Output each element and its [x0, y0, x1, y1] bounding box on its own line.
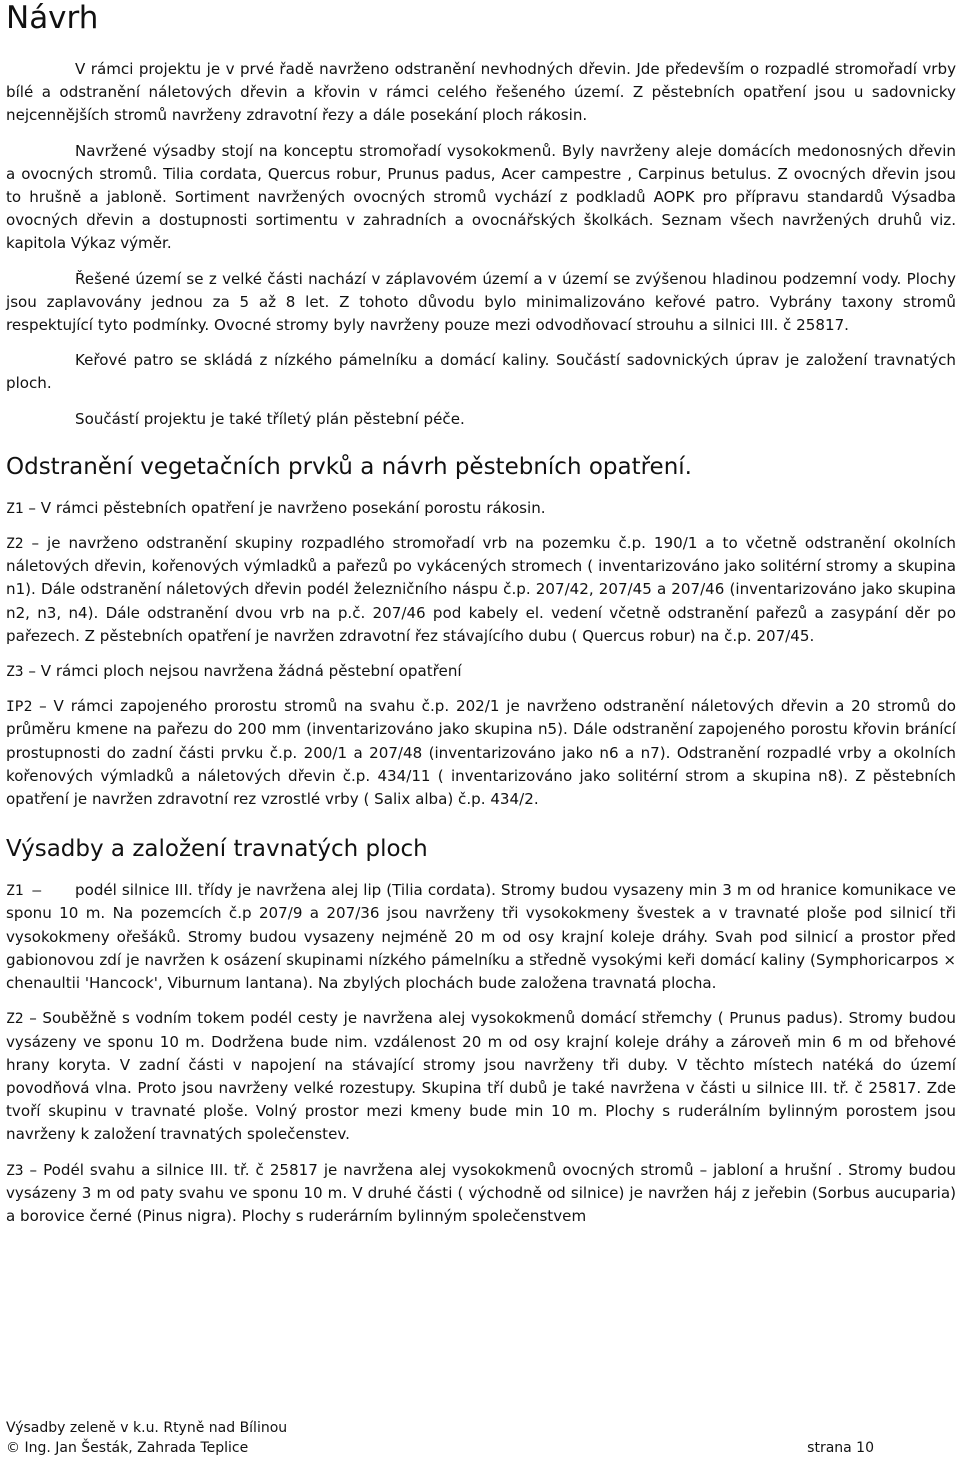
document-body: [6, 58, 956, 1240]
intro-paragraph-2: Navržené výsadby stojí na konceptu stromořadí vysokokmenů. Byly navrženy aleje domácích medonosných dřevin a ovocných stromů. Tilia cordata, Quercus robur, Prunus padus, Acer campestre , Carpinus betulus. Z ovocných dřevin jsou to hrušně a jabloně. Sortiment navržených ovocných stromů vychází z podkladů AOPK pro přípravu standardů Výsadba ovocných dřevin a dostupnosti sortimentu v zahradních a ovocnářských školkách. Seznam všech navržených druhů viz. kapitola Výkaz výměr.: [6, 141, 956, 253]
section-heading-planting: Výsadby a založení travnatých ploch: [6, 836, 428, 863]
item-text: – Podél svahu a silnice III. tř. č 25817 je navržena alej vysokokmenů ovocných stromů – jabloní a hrušní . Stromy budou vysázeny 3 m od paty svahu ve sponu 10 m. V druhé části ( východně od silnice) je navržen háj z jeřebin (Sorbus aucuparia) a borovice černé (Pinus nigra). Plochy s ruderárním bylinným společenstvem: [6, 1160, 956, 1225]
page-number: strana 10: [807, 1440, 874, 1456]
removal-item: [6, 660, 956, 683]
intro-paragraph-4: Keřové patro se skládá z nízkého pámelníku a domácí kaliny. Součástí sadovnických úprav je založení travnatých ploch.: [6, 351, 956, 393]
item-text: – V rámci ploch nejsou navržena žádná pěstební opatření: [23, 662, 462, 681]
item-text: – V rámci pěstebních opatření je navrženo posekání porostu rákosin.: [23, 498, 546, 517]
section-heading-removal: Odstranění vegetačních prvků a návrh pěstebních opatření.: [6, 453, 692, 480]
removal-item: [6, 497, 956, 520]
intro-paragraph-3: Řešené území se z velké části nachází v záplavovém území a v území se zvýšenou hladinou podzemní vody. Plochy jsou zaplavovány jednou za 5 až 8 let. Z tohoto důvodu bylo minimalizováno keřové patro. Vybrány taxony stromů respektující tyto podmínky. Ovocné stromy byly navrženy pouze mezi odvodňovací strouhu a silnici III. č 25817.: [6, 269, 956, 335]
item-text: podél silnice III. třídy je navržena alej lip (Tilia cordata). Stromy budou vysazeny min 3 m od hranice komunikace ve sponu 10 m. Na pozemcích č.p 207/9 a 207/36 jsou navrženy tři vysokokmeny švestek a v travnaté ploše pod silnicí tři vysokokmeny ořešáků. Stromy budou vysazeny nejméně 20 m od osy krajní koleje dráhy. Svah pod silnicí a prostor před gabionovou zdí je navržen k osázení skupinami nízkého pámelníku a středně vysokými keři domácí kaliny (Symphoricarpos × chenaultii 'Hancock', Viburnum lantana). Na zbylých plochách bude založena travnatá plocha.: [6, 881, 956, 993]
element-code: Z1: [6, 499, 24, 517]
planting-item: [6, 1007, 956, 1146]
removal-item: [6, 532, 956, 648]
item-text: – Souběžně s vodním tokem podél cesty je navržena alej vysokokmenů domácí střemchy ( Prunus padus). Stromy budou vysázeny ve sponu 10 m. Dodržena bude nim. vzdálenost 20 m od osy krajní koleje dráhy a zároveň min 6 m od břehové hrany koryta. V zadní části v napojení na stávající stromy jsou navrženy tři duby. V těchto místech natéká do území povodňová vlna. Proto jsou navrženy velké rozestupy. Skupina tří dubů je také navržena v části u silnice III. tř. č 25817. Zde tvoří skupinu v travnaté ploše. Volný prostor mezi kmeny bude min 10 m. Plochy s ruderálním bylinným porostem jsou navrženy k založení travnatých společenstev.: [6, 1009, 956, 1144]
footer-copyright: © Ing. Jan Šesták, Zahrada Teplice: [6, 1440, 249, 1456]
planting-item: [6, 879, 956, 995]
element-code: Z2: [6, 535, 24, 553]
footer-project-title: Výsadby zeleně v k.u. Rtyně nad Bílinou: [6, 1420, 288, 1436]
footer-author-row: [6, 1438, 956, 1458]
element-code: Z2: [6, 1010, 24, 1028]
element-code: Z3: [6, 1161, 24, 1179]
intro-paragraph-5: Součástí projektu je také tříletý plán pěstební péče.: [75, 409, 465, 428]
intro-paragraph-1: V rámci projektu je v prvé řadě navrženo odstranění nevhodných dřevin. Jde především o rozpadlé stromořadí vrby bílé a odstranění náletových dřevin a křovin v rámci celého řešeného území. Z pěstebních opatření jsou u sadovnicky nejcennějších stromů navrženy zdravotní řezy a dále posekání ploch rákosin.: [6, 60, 956, 125]
planting-item: [6, 1159, 956, 1229]
element-code: Z1 –: [6, 882, 42, 900]
page-footer: [6, 1418, 956, 1458]
element-code: Z3: [6, 663, 24, 681]
removal-item: [6, 695, 956, 811]
element-code: IP2: [6, 698, 33, 716]
item-text: – V rámci zapojeného prorostu stromů na svahu č.p. 202/1 je navrženo odstranění náletových dřevin a 20 stromů do průměru kmene na pařezu do 200 mm (inventarizováno jako skupina n5). Dále odstranění zapojeného porostu křovin bránící prostupnosti do zadní části prvku č.p. 200/1 a 207/48 (inventarizováno jako n6 a n7). Odstranění rozpadlé vrby a okolních kořenových výmladků a náletových dřevin č.p. 434/11 ( inventarizováno jako solitérní strom a skupina n8). Z pěstebních opatření je navržen zdravotní rez vzrostlé vrby ( Salix alba) č.p. 434/2.: [6, 697, 956, 809]
item-text: – je navrženo odstranění skupiny rozpadlého stromořadí vrb na pozemku č.p. 190/1 a to včetně odstranění okolních náletových dřevin, kořenových výmladků a pařezů po vykácených stromech ( inventarizováno jako solitérní stromy a skupina n1). Dále odstranění náletových dřevin podél železničního náspu č.p. 207/42, 207/45 a 207/46 (inventarizováno jako skupina n2, n3, n4). Dále odstranění dvou vrb na p.č. 207/46 pod kabely el. vedení včetně odstranění pařezů a zasypání děr po pařezech. Z pěstebních opatření je navržen zdravotní řez stávajícího dubu ( Quercus robur) na č.p. 207/45.: [6, 534, 956, 645]
page-title: Návrh: [6, 0, 99, 36]
